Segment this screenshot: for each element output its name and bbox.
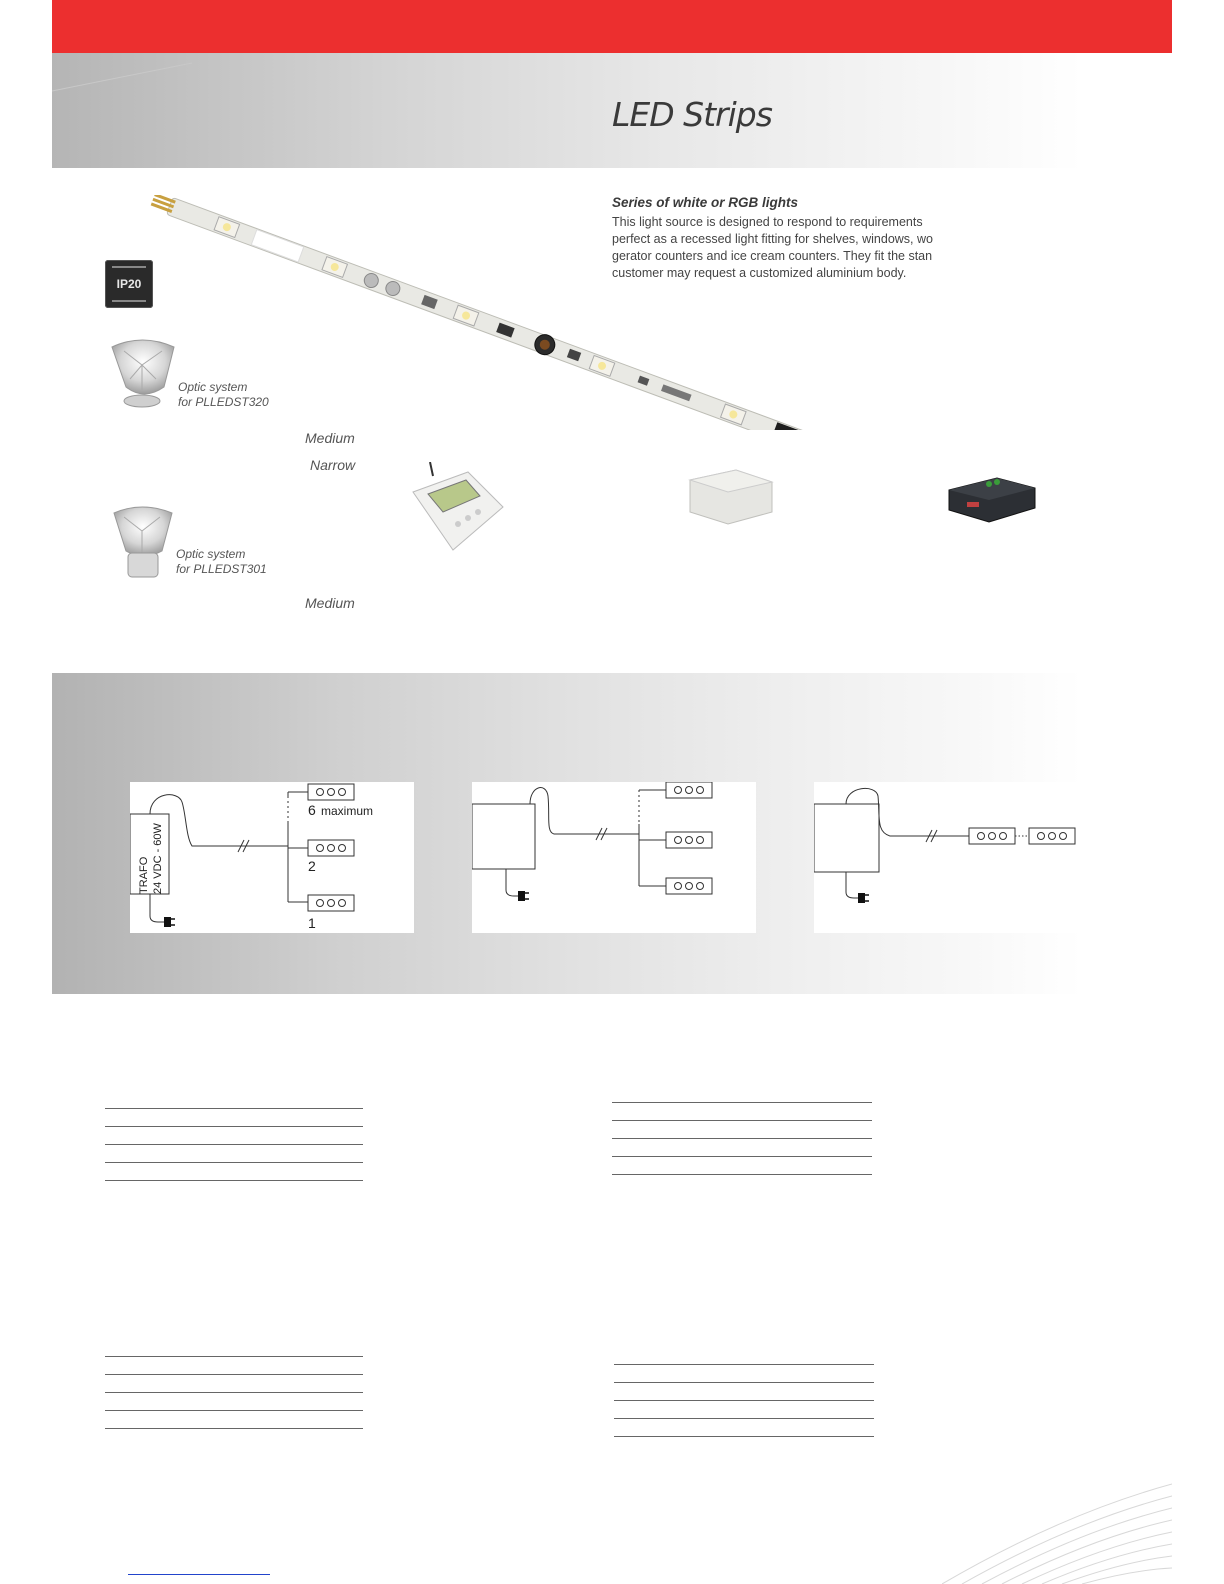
band-decoration bbox=[52, 53, 352, 93]
optic-lens-icon bbox=[104, 503, 180, 585]
led-strip-image bbox=[150, 195, 860, 430]
table-rule bbox=[105, 1108, 363, 1109]
table-rule bbox=[614, 1382, 874, 1383]
header-red-bar bbox=[52, 0, 1172, 53]
trafo-label: TRAFO bbox=[138, 856, 150, 894]
table-rule bbox=[614, 1418, 874, 1419]
table-rule bbox=[612, 1174, 872, 1175]
trafo-wiring-diagram bbox=[130, 782, 414, 933]
page-title: LED Strips bbox=[612, 95, 772, 134]
max-count: 6 bbox=[308, 802, 316, 818]
description-line: perfect as a recessed light fitting for shelves, windows, wo bbox=[612, 232, 933, 246]
table-rule bbox=[612, 1120, 872, 1121]
description-line: This light source is designed to respond to requirements bbox=[612, 215, 923, 229]
chain-wiring-diagram bbox=[814, 782, 1084, 933]
controller-image bbox=[408, 462, 508, 554]
splitter-wiring-diagram bbox=[472, 782, 756, 933]
table-rule bbox=[105, 1180, 363, 1181]
optic-caption-line: Optic system bbox=[178, 380, 248, 394]
table-rule bbox=[105, 1374, 363, 1375]
table-rule bbox=[612, 1102, 872, 1103]
footer-link-underline[interactable] bbox=[128, 1574, 270, 1575]
table-rule bbox=[614, 1400, 874, 1401]
optic-caption-model: for PLLEDST301 bbox=[176, 562, 267, 576]
count-two: 2 bbox=[308, 858, 316, 874]
table-rule bbox=[105, 1428, 363, 1429]
beam-label-medium: Medium bbox=[305, 430, 355, 446]
decorative-swoosh bbox=[942, 1474, 1172, 1584]
junction-box-image bbox=[688, 468, 774, 526]
table-rule bbox=[105, 1126, 363, 1127]
ip20-badge bbox=[105, 260, 153, 308]
optic-caption-line: Optic system bbox=[176, 547, 246, 561]
table-rule bbox=[105, 1392, 363, 1393]
plug-icon bbox=[518, 891, 529, 901]
table-rule bbox=[614, 1436, 874, 1437]
ip20-label: IP20 bbox=[116, 277, 142, 291]
table-rule bbox=[105, 1162, 363, 1163]
description-line: customer may request a customized aluminium body. bbox=[612, 266, 907, 280]
table-rule bbox=[614, 1364, 874, 1365]
trafo-rating: 24 VDC - 60W bbox=[152, 823, 164, 894]
plug-icon bbox=[164, 917, 175, 927]
table-rule bbox=[105, 1410, 363, 1411]
table-rule bbox=[105, 1356, 363, 1357]
series-title: Series of white or RGB lights bbox=[612, 195, 799, 210]
optic-caption bbox=[176, 547, 267, 577]
rgb-driver-image bbox=[947, 470, 1039, 532]
beam-label-medium: Medium bbox=[305, 595, 355, 611]
beam-label-narrow: Narrow bbox=[310, 457, 356, 473]
max-label: maximum bbox=[321, 804, 374, 818]
plug-icon bbox=[858, 893, 869, 903]
table-rule bbox=[105, 1144, 363, 1145]
table-rule bbox=[612, 1156, 872, 1157]
table-rule bbox=[612, 1138, 872, 1139]
optic-caption-model: for PLLEDST320 bbox=[178, 395, 269, 409]
description-line: gerator counters and ice cream counters. They fit the stan bbox=[612, 249, 933, 263]
count-one: 1 bbox=[308, 915, 316, 931]
